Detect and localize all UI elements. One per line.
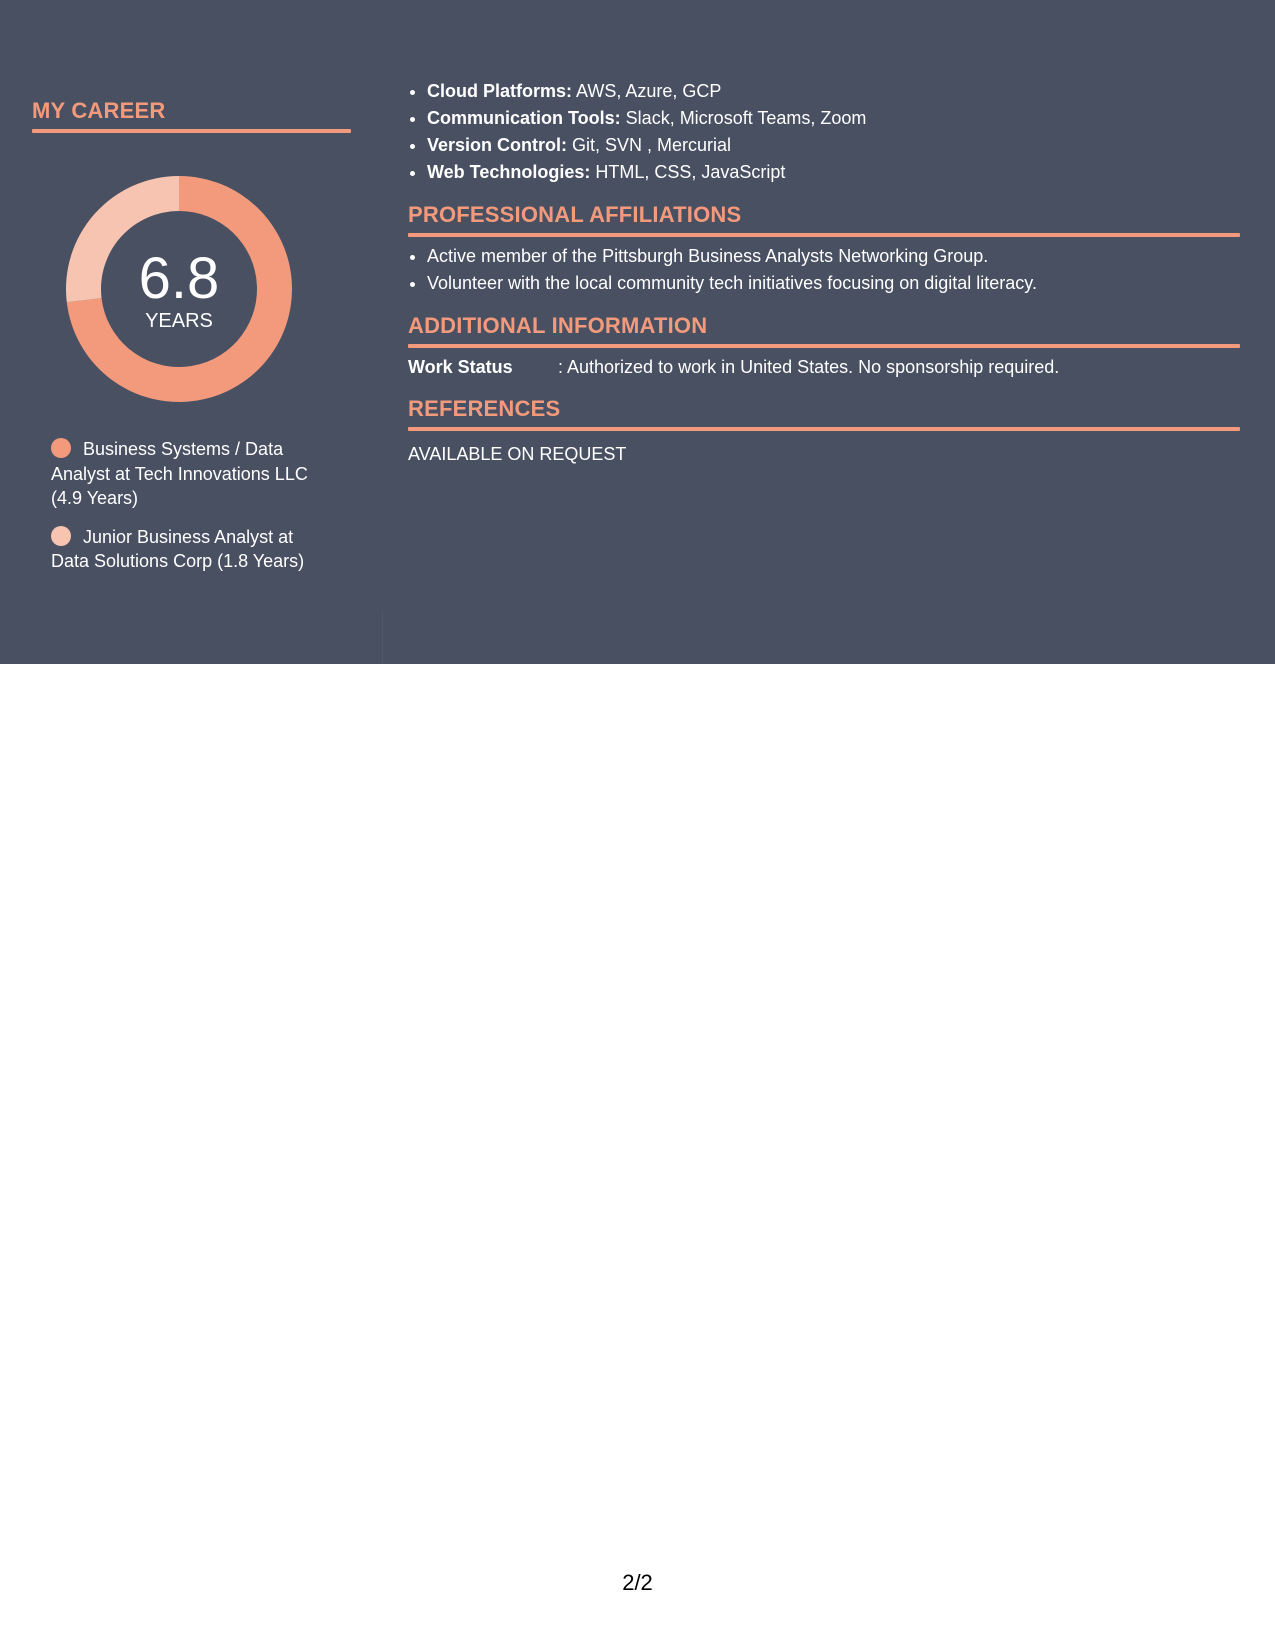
skill-value: HTML, CSS, JavaScript [590, 162, 786, 182]
list-item [427, 105, 1240, 132]
references-section [408, 394, 1240, 467]
list-item: • Active member of the Pittsburgh Business Analysts Networking Group. [427, 243, 1240, 270]
page-number: 2/2 [622, 1570, 653, 1595]
career-title: MY CAREER [32, 98, 166, 123]
legend-dot [51, 438, 71, 458]
work-status-label: Work Status [408, 357, 513, 377]
legend-label: Junior Business Analyst at Data Solutions Corp (1.8 Years) [51, 526, 305, 571]
skill-key: Web Technologies: [427, 162, 591, 182]
legend-item [51, 437, 336, 511]
list-item [427, 132, 1240, 159]
skill-key: Cloud Platforms: [427, 81, 573, 101]
skill-value: Slack, Microsoft Teams, Zoom [620, 108, 867, 128]
references-title: REFERENCES [408, 396, 561, 421]
legend-label: Business Systems / Data Analyst at Tech Innovations LLC (4.9 Years) [51, 439, 308, 508]
main-content [408, 78, 1240, 467]
additional-info-title-rule [408, 344, 1240, 348]
career-legend [51, 437, 336, 588]
affiliations-list [408, 243, 1240, 297]
skills-list [408, 78, 1240, 186]
skill-key: Version Control: [427, 135, 568, 155]
work-status-row [408, 354, 1240, 380]
references-title-rule [408, 427, 1240, 431]
column-divider [382, 610, 383, 664]
affiliations-title: PROFESSIONAL AFFILIATIONS [408, 202, 742, 227]
career-title-rule [32, 129, 351, 133]
total-years-value: 6.8 [138, 246, 220, 311]
list-item: • Volunteer with the local community tech initiatives focusing on digital literacy. [427, 270, 1240, 297]
additional-info-section [408, 311, 1240, 380]
career-section [32, 96, 352, 133]
career-donut-chart [66, 176, 292, 402]
skill-key: Communication Tools: [427, 108, 621, 128]
additional-info-title: ADDITIONAL INFORMATION [408, 313, 708, 338]
total-years-unit: YEARS [145, 310, 213, 332]
legend-item [51, 525, 336, 574]
work-status-value: : Authorized to work in United States. No sponsorship required. [558, 357, 1060, 377]
list-item [427, 159, 1240, 186]
donut-center-label [66, 176, 292, 402]
list-item [427, 78, 1240, 105]
affiliations-title-rule [408, 233, 1240, 237]
skill-value: Git, SVN , Mercurial [567, 135, 732, 155]
skill-value: AWS, Azure, GCP [572, 81, 722, 101]
references-text: AVAILABLE ON REQUEST [408, 444, 627, 464]
affiliations-section [408, 200, 1240, 297]
legend-dot [51, 526, 71, 546]
